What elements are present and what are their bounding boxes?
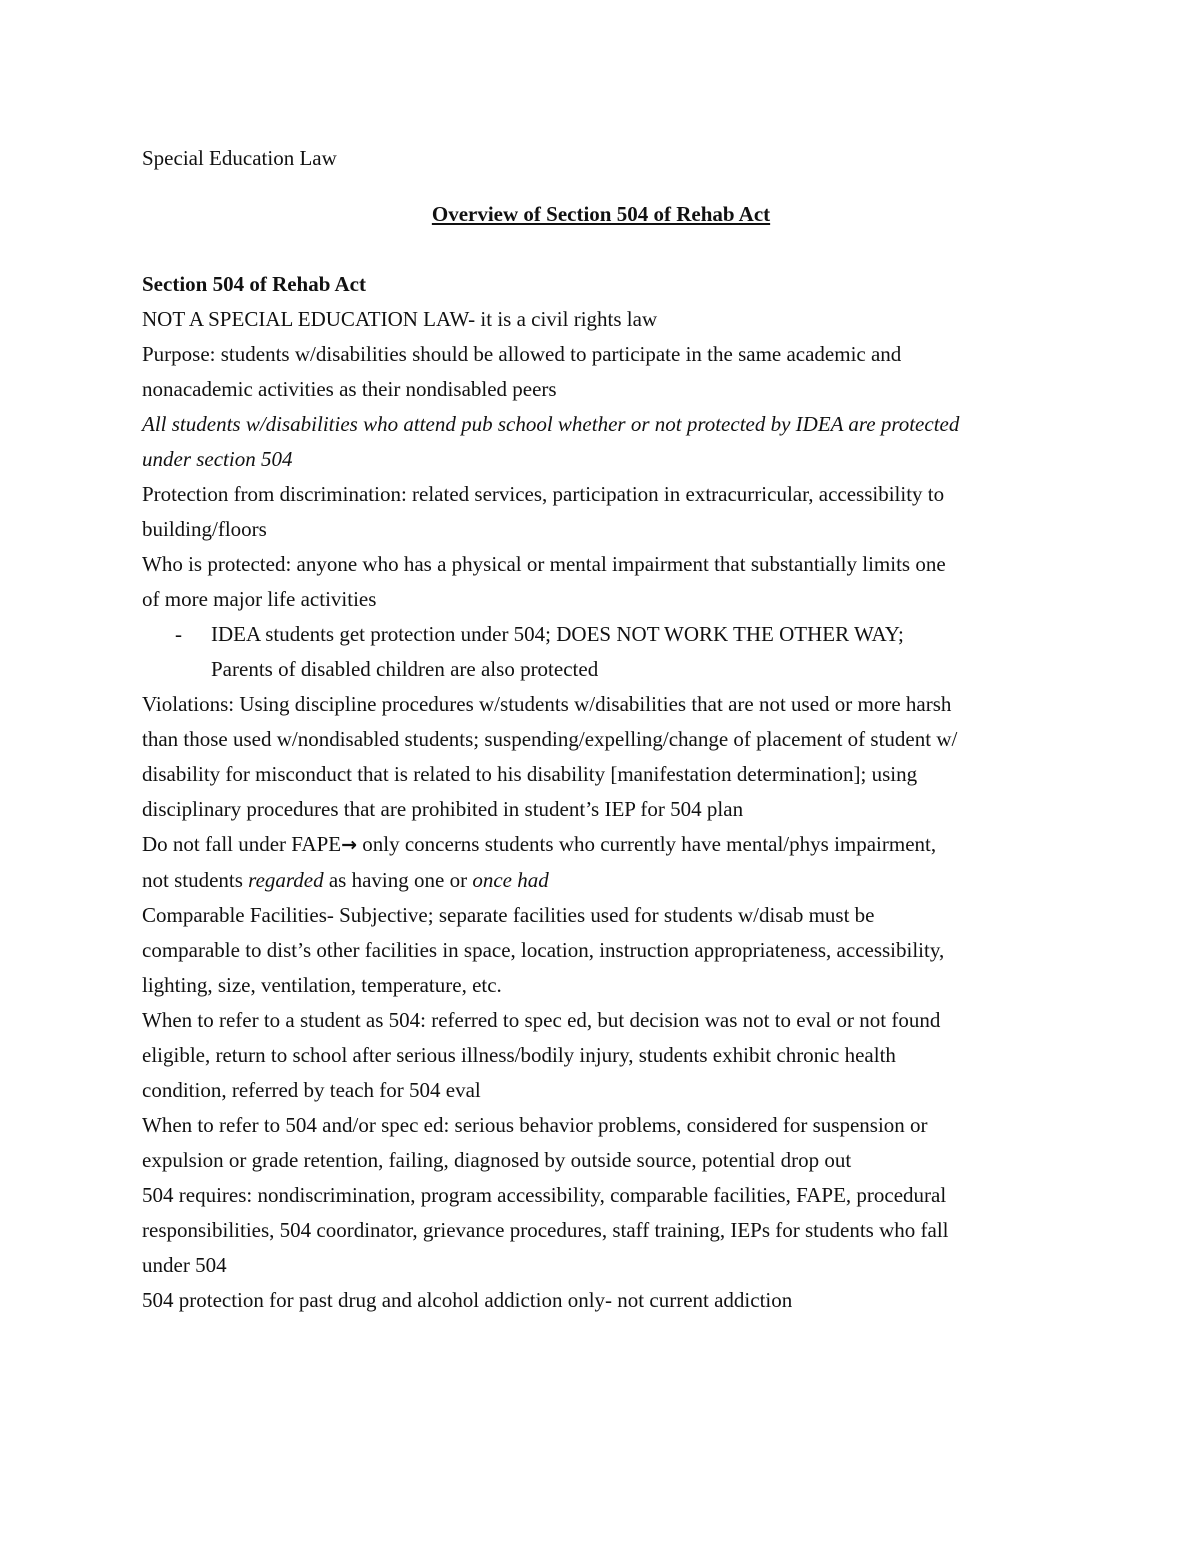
text-line: comparable to dist’s other facilities in space, location, instruction appropriateness, accessibility, [142, 938, 945, 962]
arrow-right-icon: → [341, 834, 358, 856]
course-name: Special Education Law [142, 146, 337, 170]
text-run: only concerns students who currently have mental/phys impairment, [357, 832, 937, 856]
text-line: responsibilities, 504 coordinator, grievance procedures, staff training, IEPs for students who fall [142, 1218, 949, 1242]
text-line: When to refer to 504 and/or spec ed: serious behavior problems, considered for suspension or [142, 1113, 928, 1137]
text-line: eligible, return to school after serious illness/bodily injury, students exhibit chronic health [142, 1043, 896, 1067]
text-line: Comparable Facilities- Subjective; separate facilities used for students w/disab must be [142, 903, 875, 927]
bullet-item [142, 617, 1060, 652]
text-line: than those used w/nondisabled students; suspending/expelling/change of placement of student w/ [142, 727, 958, 751]
text-run: Do not fall under FAPE [142, 832, 342, 856]
text-line: Who is protected: anyone who has a physical or mental impairment that substantially limits one [142, 552, 946, 576]
text-line: 504 requires: nondiscrimination, program accessibility, comparable facilities, FAPE, procedural [142, 1183, 947, 1207]
section-heading: Section 504 of Rehab Act [142, 272, 366, 296]
text-line: When to refer to a student as 504: referred to spec ed, but decision was not to eval or not found [142, 1008, 941, 1032]
text-run: as having one or [323, 868, 473, 892]
text-line: building/floors [142, 517, 267, 541]
bullet-continuation [142, 652, 1060, 687]
bullet-dash: - [175, 622, 182, 646]
text-line: Purpose: students w/disabilities should be allowed to participate in the same academic and [142, 342, 902, 366]
text-line: lighting, size, ventilation, temperature, etc. [142, 973, 502, 997]
bullet-text: Parents of disabled children are also protected [211, 657, 599, 681]
bullet-text: IDEA students get protection under 504; DOES NOT WORK THE OTHER WAY; [211, 622, 904, 646]
text-run: not students [142, 868, 249, 892]
text-line: disability for misconduct that is related to his disability [manifestation determination]; using [142, 762, 918, 786]
italic-text-line: under section 504 [142, 447, 293, 471]
text-line: condition, referred by teach for 504 eval [142, 1078, 481, 1102]
italic-run: regarded [248, 868, 324, 892]
text-line: disciplinary procedures that are prohibited in student’s IEP for 504 plan [142, 797, 744, 821]
text-line [142, 863, 1060, 898]
text-line: under 504 [142, 1253, 227, 1277]
text-line: NOT A SPECIAL EDUCATION LAW- it is a civil rights law [142, 307, 658, 331]
text-line: Violations: Using discipline procedures w/students w/disabilities that are not used or more harsh [142, 692, 952, 716]
text-line: expulsion or grade retention, failing, diagnosed by outside source, potential drop out [142, 1148, 852, 1172]
italic-text-line: All students w/disabilities who attend pub school whether or not protected by IDEA are protected [142, 412, 960, 436]
text-line: of more major life activities [142, 587, 377, 611]
italic-run: once had [472, 868, 549, 892]
text-line: 504 protection for past drug and alcohol addiction only- not current addiction [142, 1288, 793, 1312]
text-line: Protection from discrimination: related services, participation in extracurricular, accessibility to [142, 482, 945, 506]
document-title: Overview of Section 504 of Rehab Act [431, 202, 771, 226]
text-line [142, 827, 1060, 863]
text-line: nonacademic activities as their nondisabled peers [142, 377, 557, 401]
